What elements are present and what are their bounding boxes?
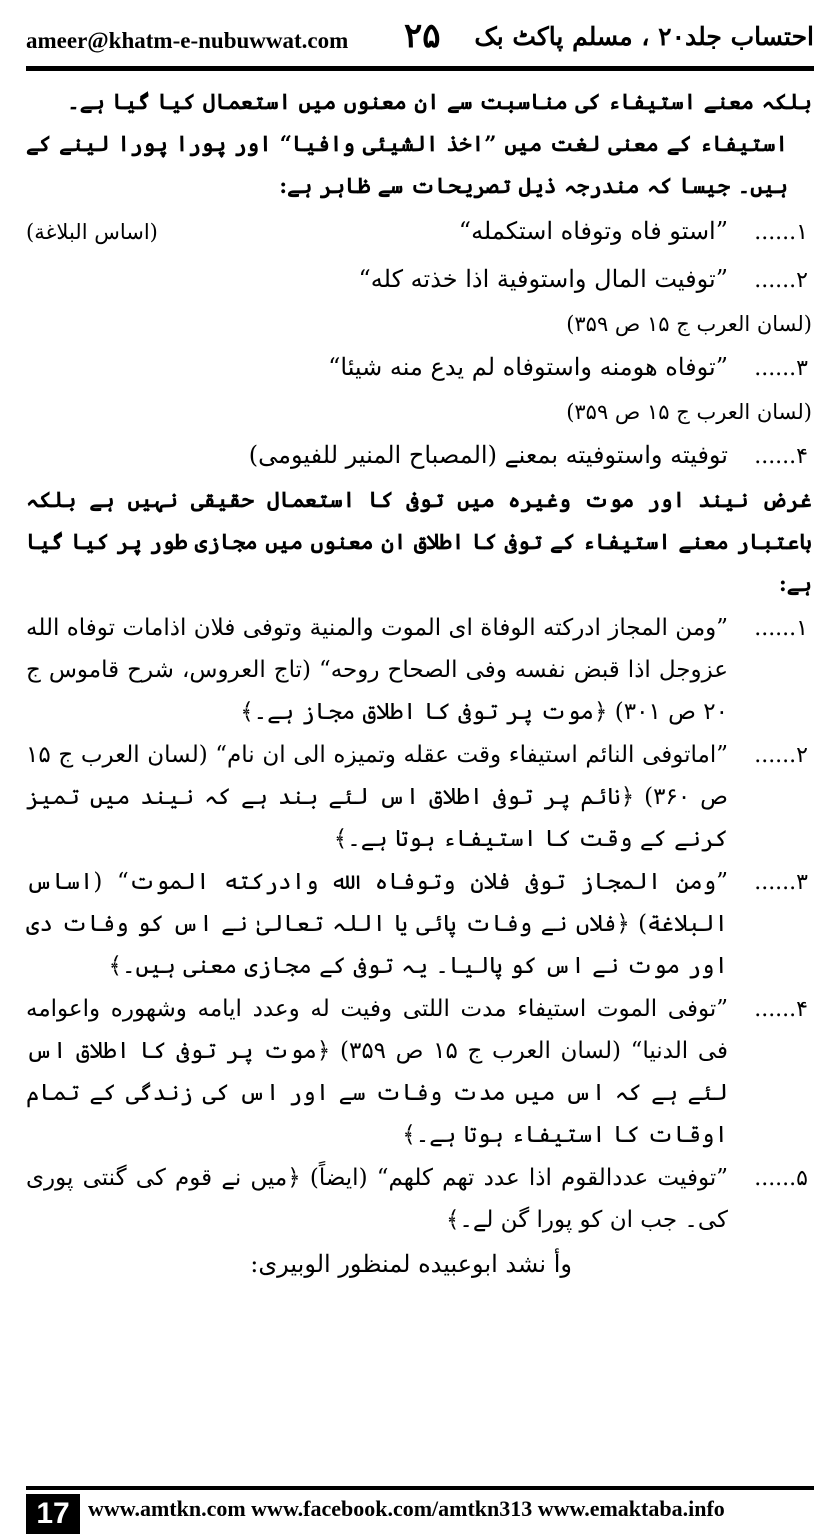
header-page-number: ۲۵: [404, 16, 441, 56]
definition-item: [26, 208, 812, 256]
definition-item: [26, 432, 812, 480]
closing-line: وأ نشد ابوعبيده لمنظور الوبيرى:: [250, 1250, 572, 1278]
example-text: ”اماتوفى النائم استيفاء وقت عقله وتميزه الى ان نام“ (لسان العرب ج ۱۵ ص ۳۶۰) ﴿نائم پر توفی اطلاق اس لئے بند ہے کہ نیند میں تمیز کرنے کے وقت کا استیفاء ہوتا ہے۔﴾: [26, 742, 728, 852]
definition-item: [26, 256, 812, 304]
page-header: [26, 14, 814, 66]
example-text: ”توفى الموت استيفاء مدت اللتى وفيت له وعدد ايامه وشهوره واعوامه فى الدنيا“ (لسان العرب ج ۱۵ ص ۳۵۹) ﴿موت پر توفی کا اطلاق اس لئے ہے کہ اس میں مدت وفات سے اور اس کی زندگی کے تمام اوقات کا استیفاء ہوتا ہے۔﴾: [26, 996, 729, 1148]
example-text: ”ومن المجاز ادركته الوفاة اى الموت والمنية وتوفى فلان اذامات توفاه الله عزوجل اذا قبض نفسه وفى الصحاح روحه“ (تاج العروس، شرح قاموس ج ۲۰ ص ۳۰۱) ﴿موت پر توفی کا اطلاق مجاز ہے۔﴾: [26, 615, 728, 725]
example-text: ”ومن المجاز توفى فلان وتوفاه الله وادركته الموت“ (اساس البلاغة) ﴿فلاں نے وفات پائی یا اللہ تعالیٰ نے اس کو وفات دی اور موت نے اس کو پالیا۔ یہ توفی کے مجازی معنی ہیں۔﴾: [26, 869, 728, 979]
reference-line: (لسان العرب ج ۱۵ ص ۳۵۹): [566, 312, 812, 336]
definition-number: ۱......: [754, 220, 808, 245]
example-item: [26, 733, 812, 860]
definition-text: ”توفاه هومنه واستوفاه لم يدع منه شيئا“: [328, 353, 728, 381]
footer-page-number: 17: [26, 1494, 80, 1534]
example-item: [26, 1156, 812, 1241]
definition-source: (اساس البلاغة): [26, 220, 158, 244]
definition-number: ۳......: [754, 356, 808, 381]
header-rule: [26, 66, 814, 71]
header-email: ameer@khatm-e-nubuwwat.com: [26, 28, 349, 53]
definition-text: ”استو فاه وتوفاه استكمله“: [458, 217, 728, 245]
page-footer: [26, 1486, 814, 1538]
example-number: ۲......: [754, 743, 808, 768]
example-item: [26, 860, 812, 987]
example-number: ۳......: [754, 870, 808, 895]
intro-paragraph: استیفاء کے معنی لغت میں ”اخذ الشیئی وافیا“ اور پورا پورا لینے کے ہیں۔ جیسا کہ مندرجہ ذیل تصریحات سے ظاہر ہے:: [26, 132, 788, 199]
definition-text: ”توفيت المال واستوفية اذا خذته كله“: [358, 265, 728, 293]
summary-paragraph: غرض نیند اور موت وغیرہ میں توفی کا استعمال حقیقی نہیں ہے بلکہ باعتبار معنے استیفاء کے توفی کا اطلاق ان معنوں میں مجازی طور پر کیا گیا ہے:: [26, 488, 812, 597]
intro-line: بلکہ معنے استیفاء کی مناسبت سے ان معنوں میں استعمال کیا گیا ہے۔: [67, 90, 812, 115]
example-item: [26, 606, 812, 733]
example-text: ”توفيت عددالقوم اذا عدد تهم كلهم“ (ایضاً) ﴿میں نے قوم کی گنتی پوری کی۔ جب ان کو پورا گن لے۔﴾: [26, 1165, 728, 1233]
definition-text: توفيته واستوفيته بمعنے (المصباح المنير للفيومى): [248, 441, 728, 469]
example-number: ۵......: [754, 1166, 808, 1191]
header-book-title: احتساب جلد۲۰ ، مسلم پاکٹ بک: [474, 22, 814, 51]
reference-line: (لسان العرب ج ۱۵ ص ۳۵۹): [566, 400, 812, 424]
definition-number: ۲......: [754, 268, 808, 293]
example-item: [26, 987, 812, 1156]
definition-number: ۴......: [754, 444, 808, 469]
footer-links: www.amtkn.com www.facebook.com/amtkn313 www.emaktaba.info: [88, 1496, 725, 1521]
definition-item: [26, 344, 812, 392]
page-body: [26, 82, 812, 1462]
example-number: ۱......: [754, 616, 808, 641]
example-number: ۴......: [754, 997, 808, 1022]
